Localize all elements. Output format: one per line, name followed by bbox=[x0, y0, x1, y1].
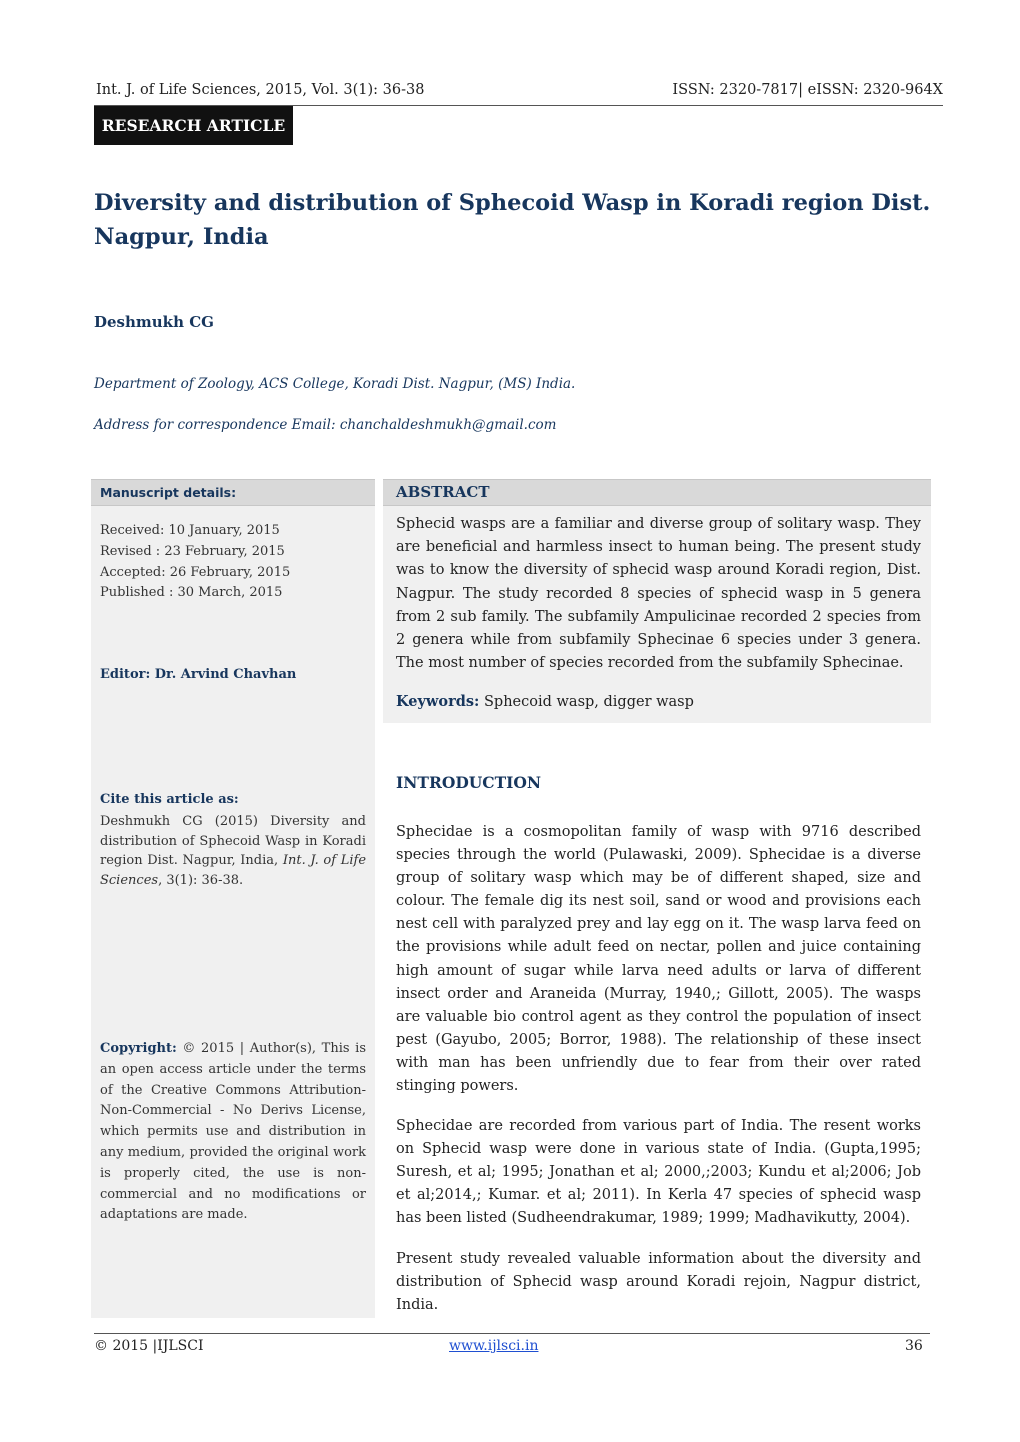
citation-main: Deshmukh CG (2015) Diversity and distribution of Sphecoid Wasp in Koradi region Dist. Nagpur, India, bbox=[100, 814, 366, 868]
sidebar-heading-bar bbox=[91, 479, 375, 506]
abstract-heading: ABSTRACT bbox=[396, 483, 490, 501]
keywords bbox=[396, 693, 694, 710]
abstract-heading-bar bbox=[383, 479, 931, 506]
abstract-text: Sphecid wasps are a familiar and diverse group of solitary wasp. They are beneficial and harmless insect to human being. The present study was to know the diversity of sphecid wasp around Koradi region, Dist. Nagpur. The study recorded 8 species of sphecid wasp in 5 genera from 2 sub family. The subfamily Ampulicinae recorded 2 species from 2 genera while from subfamily Sphecinae 6 species under 3 genera. The most number of species recorded from the subfamily Sphecinae. bbox=[396, 516, 921, 672]
author-name: Deshmukh CG bbox=[94, 313, 214, 331]
accepted-date: Accepted: 26 February, 2015 bbox=[100, 564, 291, 580]
introduction-heading: INTRODUCTION bbox=[396, 773, 542, 792]
footer-copyright: © 2015 |IJLSCI bbox=[94, 1338, 204, 1354]
revised-date: Revised : 23 February, 2015 bbox=[100, 543, 285, 559]
journal-website-link[interactable]: www.ijlsci.in bbox=[449, 1338, 539, 1354]
keywords-label: Keywords: bbox=[396, 693, 480, 710]
copyright-notice bbox=[100, 1039, 366, 1226]
running-header bbox=[96, 82, 943, 104]
paper-title: Diversity and distribution of Sphecoid Wasp in Koradi region Dist. Nagpur, India bbox=[94, 190, 931, 250]
citation-text bbox=[100, 812, 366, 890]
citation-journal: Int. J. of Life Sciences bbox=[100, 853, 367, 888]
copyright-text: © 2015 | Author(s), This is an open access article under the terms of the Creative Commons Attribution-Non-Commercial - No Derivs License, which permits use and distribution in any medium, provided the original work is properly cited, the use is non-commercial and no modifications or adaptations are made. bbox=[100, 1041, 366, 1223]
citation-tail: , 3(1): 36-38. bbox=[158, 872, 244, 888]
footer-divider bbox=[94, 1333, 930, 1334]
copyright-label: Copyright: bbox=[100, 1041, 177, 1056]
manuscript-details-heading: Manuscript details: bbox=[100, 485, 237, 500]
article-type-badge: RESEARCH ARTICLE bbox=[94, 106, 293, 145]
received-date: Received: 10 January, 2015 bbox=[100, 523, 280, 538]
journal-citation: Int. J. of Life Sciences, 2015, Vol. 3(1): 36-38 bbox=[96, 82, 425, 98]
published-date: Published : 30 March, 2015 bbox=[100, 585, 283, 601]
introduction-paragraph-3: Present study revealed valuable information about the diversity and distribution of Sphecid wasp around Koradi rejoin, Nagpur district, India. bbox=[396, 1251, 921, 1314]
affiliation: Department of Zoology, ACS College, Koradi Dist. Nagpur, (MS) India. bbox=[94, 376, 576, 392]
manuscript-dates bbox=[100, 521, 290, 604]
correspondence-email: Address for correspondence Email: chanchaldeshmukh@gmail.com bbox=[94, 417, 557, 433]
editor-name: Editor: Dr. Arvind Chavhan bbox=[100, 667, 297, 682]
keywords-list: Sphecoid wasp, digger wasp bbox=[479, 694, 694, 710]
page-number: 36 bbox=[905, 1338, 923, 1354]
cite-heading: Cite this article as: bbox=[100, 792, 239, 807]
issn: ISSN: 2320-7817| eISSN: 2320-964X bbox=[672, 82, 943, 98]
introduction-paragraph-2: Sphecidae are recorded from various part of India. The resent works on Sphecid wasp were done in various state of India. (Gupta,1995; Suresh, et al; 1995; Jonathan et al; 2000,;2003; Kundu et al;2006; Job et al;2014,; Kumar. et al; 2011). In Kerla 47 species of sphecid wasp has been listed (Sudheendrakumar, 1989; 1999; Madhavikutty, 2004). bbox=[396, 1118, 921, 1227]
introduction-paragraph-1: Sphecidae is a cosmopolitan family of wasp with 9716 described species through the world (Pulawaski, 2009). Sphecidae is a diverse group of solitary wasp which may be of different shaped, size and colour. The female dig its nest soil, sand or wood and provisions each nest cell with paralyzed prey and lay egg on it. The wasp larva feed on the provisions while adult feed on nectar, pollen and juice containing high amount of sugar while larva need adults or larva of different insect order and Araneida (Murray, 1940,; Gillott, 2005). The wasps are valuable bio control agent as they control the population of insect pest (Gayubo, 2005; Borror, 1988). The relationship of these insect with man has been unfriendly due to fear from their over rated stinging powers. bbox=[396, 824, 921, 1095]
